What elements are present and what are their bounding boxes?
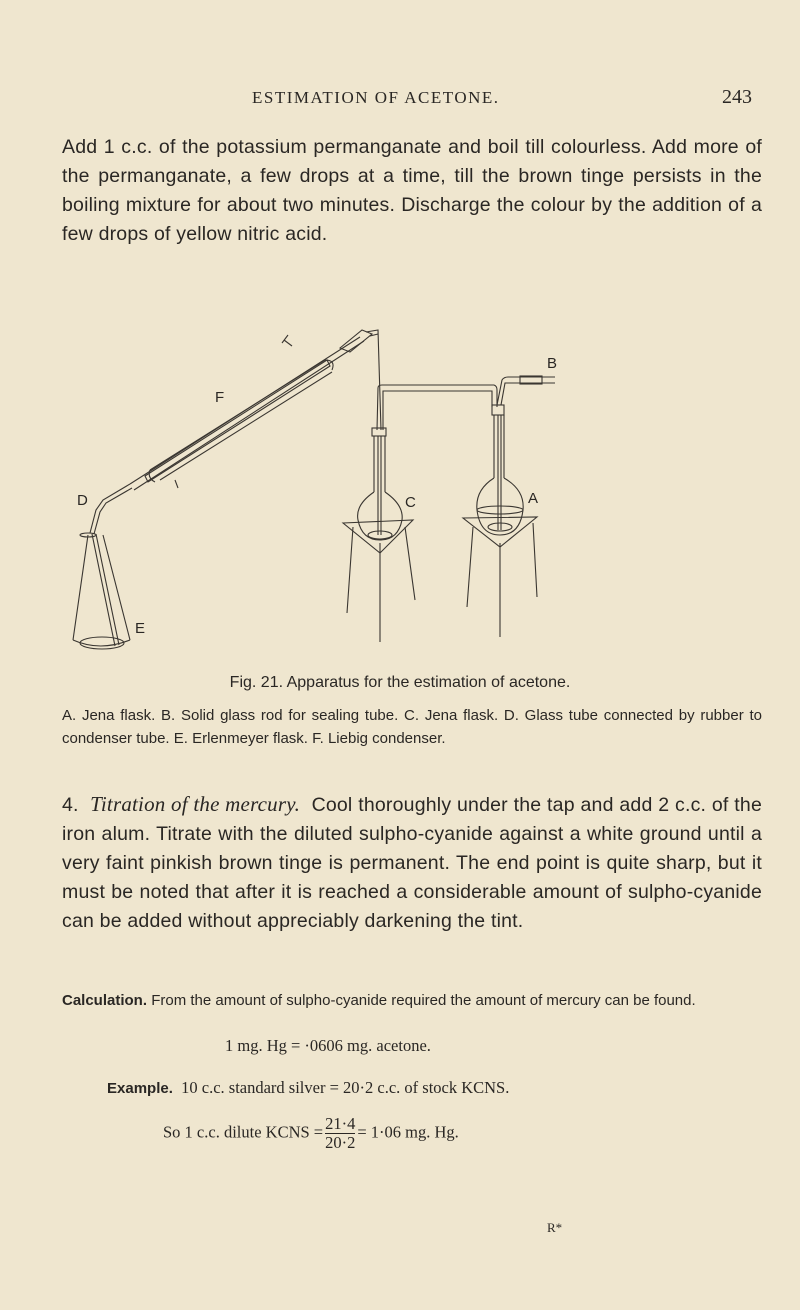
figure-caption: Fig. 21. Apparatus for the estimation of acetone. xyxy=(229,674,571,691)
label-e: E xyxy=(135,620,146,637)
calculation-heading: Calculation. xyxy=(62,992,148,1009)
page-number: 243 xyxy=(722,86,752,108)
example-line xyxy=(107,1078,509,1098)
section-4 xyxy=(62,790,762,936)
jena-flask-a xyxy=(477,405,523,535)
erlenmeyer-flask-e xyxy=(73,533,130,649)
signature-mark: R* xyxy=(547,1220,563,1235)
calculation-paragraph xyxy=(62,989,762,1012)
paragraph: Add 1 c.c. of the potassium permanganate and boil till colourless. Add more of the permanganate, a few drops at a time, till the brown tinge persists in the boiling mixture for about two minutes. Discharge the colour by the addition of a few drops of yellow nitric acid. xyxy=(62,136,762,245)
section-text: Cool thoroughly under the tap and add 2 c.c. of the iron alum. Titrate with the diluted sulpho-cyanide against a white ground until a very faint pinkish brown tinge is permanent. The end point is quite sharp, but it must be noted that after it is reached a considerable amount of sulpho-cyanide can be added without appreciably darkening the tint. xyxy=(62,794,762,932)
equation-rhs: = 1·06 mg. Hg. xyxy=(357,1122,459,1142)
conversion-equation: 1 mg. Hg = ·0606 mg. acetone. xyxy=(225,1036,431,1055)
apparatus-figure xyxy=(60,310,780,660)
fraction xyxy=(325,1115,355,1152)
label-d: D xyxy=(77,492,88,509)
equation-lhs: So 1 c.c. dilute KCNS = xyxy=(163,1122,324,1142)
denominator: 20·2 xyxy=(325,1133,356,1152)
liebig-condenser-f xyxy=(130,330,381,490)
delivery-tube-d xyxy=(90,484,132,534)
numerator: 21·4 xyxy=(325,1114,356,1133)
example-heading: Example. xyxy=(107,1080,173,1097)
section-number: 4. xyxy=(62,794,79,816)
section-title: Titration of the mercury. xyxy=(90,792,301,816)
label-b: B xyxy=(547,355,558,372)
calculation-text: From the amount of sulpho-cyanide required the amount of mercury can be found. xyxy=(151,992,696,1009)
connecting-tube xyxy=(377,385,497,430)
label-f: F xyxy=(215,389,225,406)
label-a: A xyxy=(528,490,539,507)
label-c: C xyxy=(405,494,416,511)
tripod-c xyxy=(343,520,415,642)
figure-legend: A. Jena flask. B. Solid glass rod for sealing tube. C. Jena flask. D. Glass tube connected by rubber to condenser tube. E. Erlenmeyer flask. F. Liebig condenser. xyxy=(62,707,762,747)
jena-flask-c xyxy=(358,428,403,540)
example-text: 10 c.c. standard silver = 20·2 c.c. of stock KCNS. xyxy=(181,1078,510,1097)
header-title: ESTIMATION OF ACETONE. xyxy=(252,88,500,107)
sealing-rod-b xyxy=(497,376,555,405)
example-equation xyxy=(163,1115,459,1152)
